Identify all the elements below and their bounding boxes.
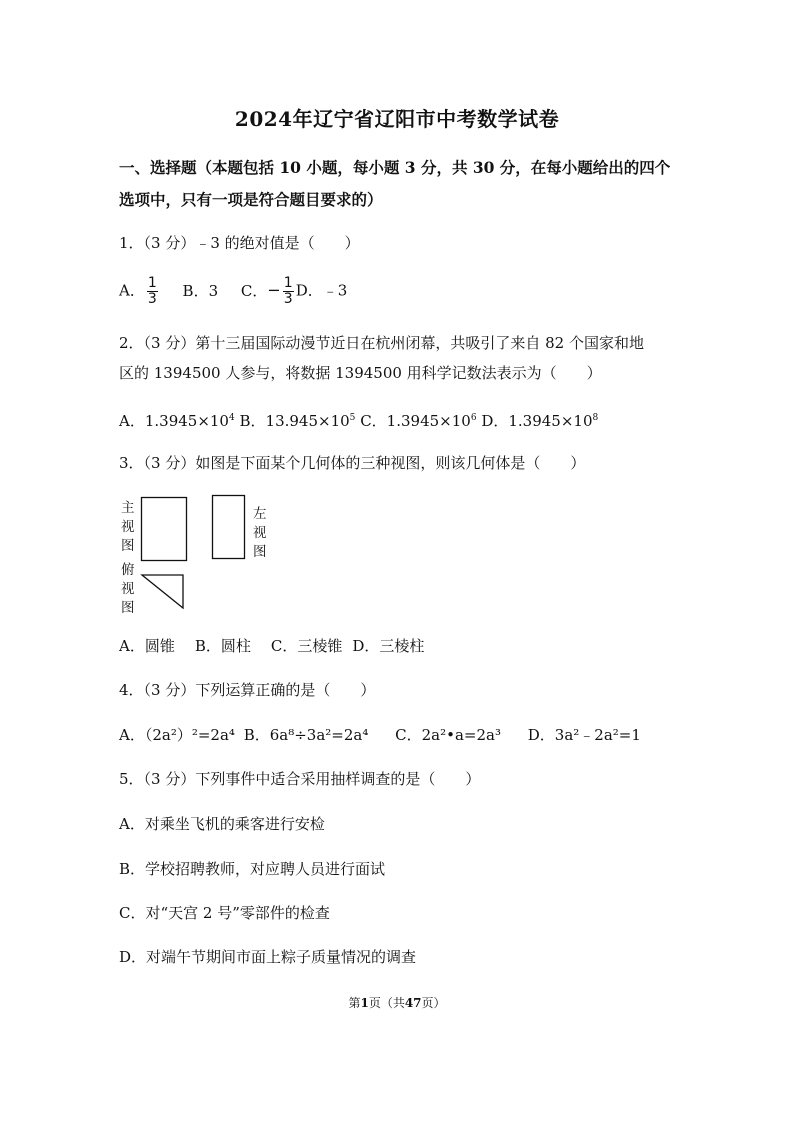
front-view-label: 主视图 xyxy=(121,500,135,554)
left-view-rectangle xyxy=(213,496,245,559)
option-a-label: A． xyxy=(119,281,145,300)
option-d: D．三棱柱 xyxy=(352,637,425,655)
question-5-option-d: D．对端午节期间市面上粽子质量情况的调查 xyxy=(119,948,417,966)
fraction-denominator: 3 xyxy=(283,291,293,307)
option-d-exponent: 8 xyxy=(592,413,599,423)
question-2-line1: 2．（3 分）第十三届国际动漫节近日在杭州闭幕，共吸引了来自 82 个国家和地 xyxy=(119,334,644,352)
question-1-stem: 1．（3 分）﹣3 的绝对值是（ ） xyxy=(119,234,360,252)
page-title: 2024年辽宁省辽阳市中考数学试卷 xyxy=(234,107,560,131)
page-number: 1 xyxy=(360,996,369,1010)
question-2-line2: 区的 1394500 人参与，将数据 1394500 用科学记数法表示为（ ） xyxy=(119,364,602,382)
option-b: B．6a⁸÷3a²=2a⁴ xyxy=(243,726,369,744)
option-a xyxy=(119,412,235,430)
question-1-options xyxy=(119,276,347,307)
left-view-label: 左视图 xyxy=(253,506,267,560)
question-5-stem: 5．（3 分）下列事件中适合采用抽样调查的是（ ） xyxy=(119,770,481,788)
fraction-numerator: 1 xyxy=(283,275,293,291)
fraction-one-third xyxy=(147,276,158,307)
option-b: B．圆柱 xyxy=(194,637,251,655)
option-c-base: C．1.3945×10 xyxy=(360,412,471,430)
front-view-rectangle xyxy=(142,498,187,561)
question-4-options xyxy=(119,724,641,746)
fraction-numerator: 1 xyxy=(147,275,157,291)
question-5-option-b: B．学校招聘教师，对应聘人员进行面试 xyxy=(119,860,386,878)
option-c-label: C． xyxy=(240,281,268,300)
option-a: A．（2a²）²=2a⁴ xyxy=(119,726,235,744)
option-a-base: A．1.3945×10 xyxy=(119,412,229,430)
section-heading-line1: 一、选择题（本题包括 10 小题，每小题 3 分，共 30 分，在每小题给出的四个 xyxy=(119,158,671,177)
option-c xyxy=(360,412,476,430)
footer-suffix: 页） xyxy=(421,996,446,1010)
option-b: B．3 xyxy=(182,281,219,300)
option-d xyxy=(481,412,598,430)
question-4-stem: 4．（3 分）下列运算正确的是（ ） xyxy=(119,681,376,699)
question-2-options xyxy=(119,407,598,432)
fraction-denominator: 3 xyxy=(147,291,157,307)
section-heading-line2: 选项中，只有一项是符合题目要求的） xyxy=(119,190,383,209)
question-3-stem: 3．（3 分）如图是下面某个几何体的三种视图，则该几何体是（ ） xyxy=(119,454,586,472)
question-5-option-c: C．对“天宫 2 号”零部件的检查 xyxy=(119,904,330,922)
option-c-exponent: 6 xyxy=(470,413,477,423)
question-3-options xyxy=(119,635,424,657)
option-a: A．圆锥 xyxy=(119,637,175,655)
option-a-exponent: 4 xyxy=(228,413,235,423)
total-pages: 47 xyxy=(404,996,422,1010)
option-d: D．3a²﹣2a²=1 xyxy=(527,726,641,744)
minus-sign: − xyxy=(267,280,281,300)
page-footer xyxy=(0,994,794,1011)
three-views-figure xyxy=(130,490,260,615)
option-d-base: D．1.3945×10 xyxy=(481,412,593,430)
fraction-one-third-negative xyxy=(283,276,294,307)
footer-middle: 页（共 xyxy=(368,996,405,1010)
option-c: C．三棱锥 xyxy=(270,637,343,655)
top-view-triangle xyxy=(142,575,183,608)
option-b xyxy=(240,412,356,430)
footer-prefix: 第 xyxy=(348,996,361,1010)
option-c: C．2a²•a=2a³ xyxy=(395,726,501,744)
option-b-base: B．13.945×10 xyxy=(239,412,350,430)
top-view-label: 俯视图 xyxy=(121,562,135,616)
question-5-option-a: A．对乘坐飞机的乘客进行安检 xyxy=(119,815,325,833)
option-d: D．﹣3 xyxy=(295,281,348,300)
option-b-exponent: 5 xyxy=(349,413,356,423)
